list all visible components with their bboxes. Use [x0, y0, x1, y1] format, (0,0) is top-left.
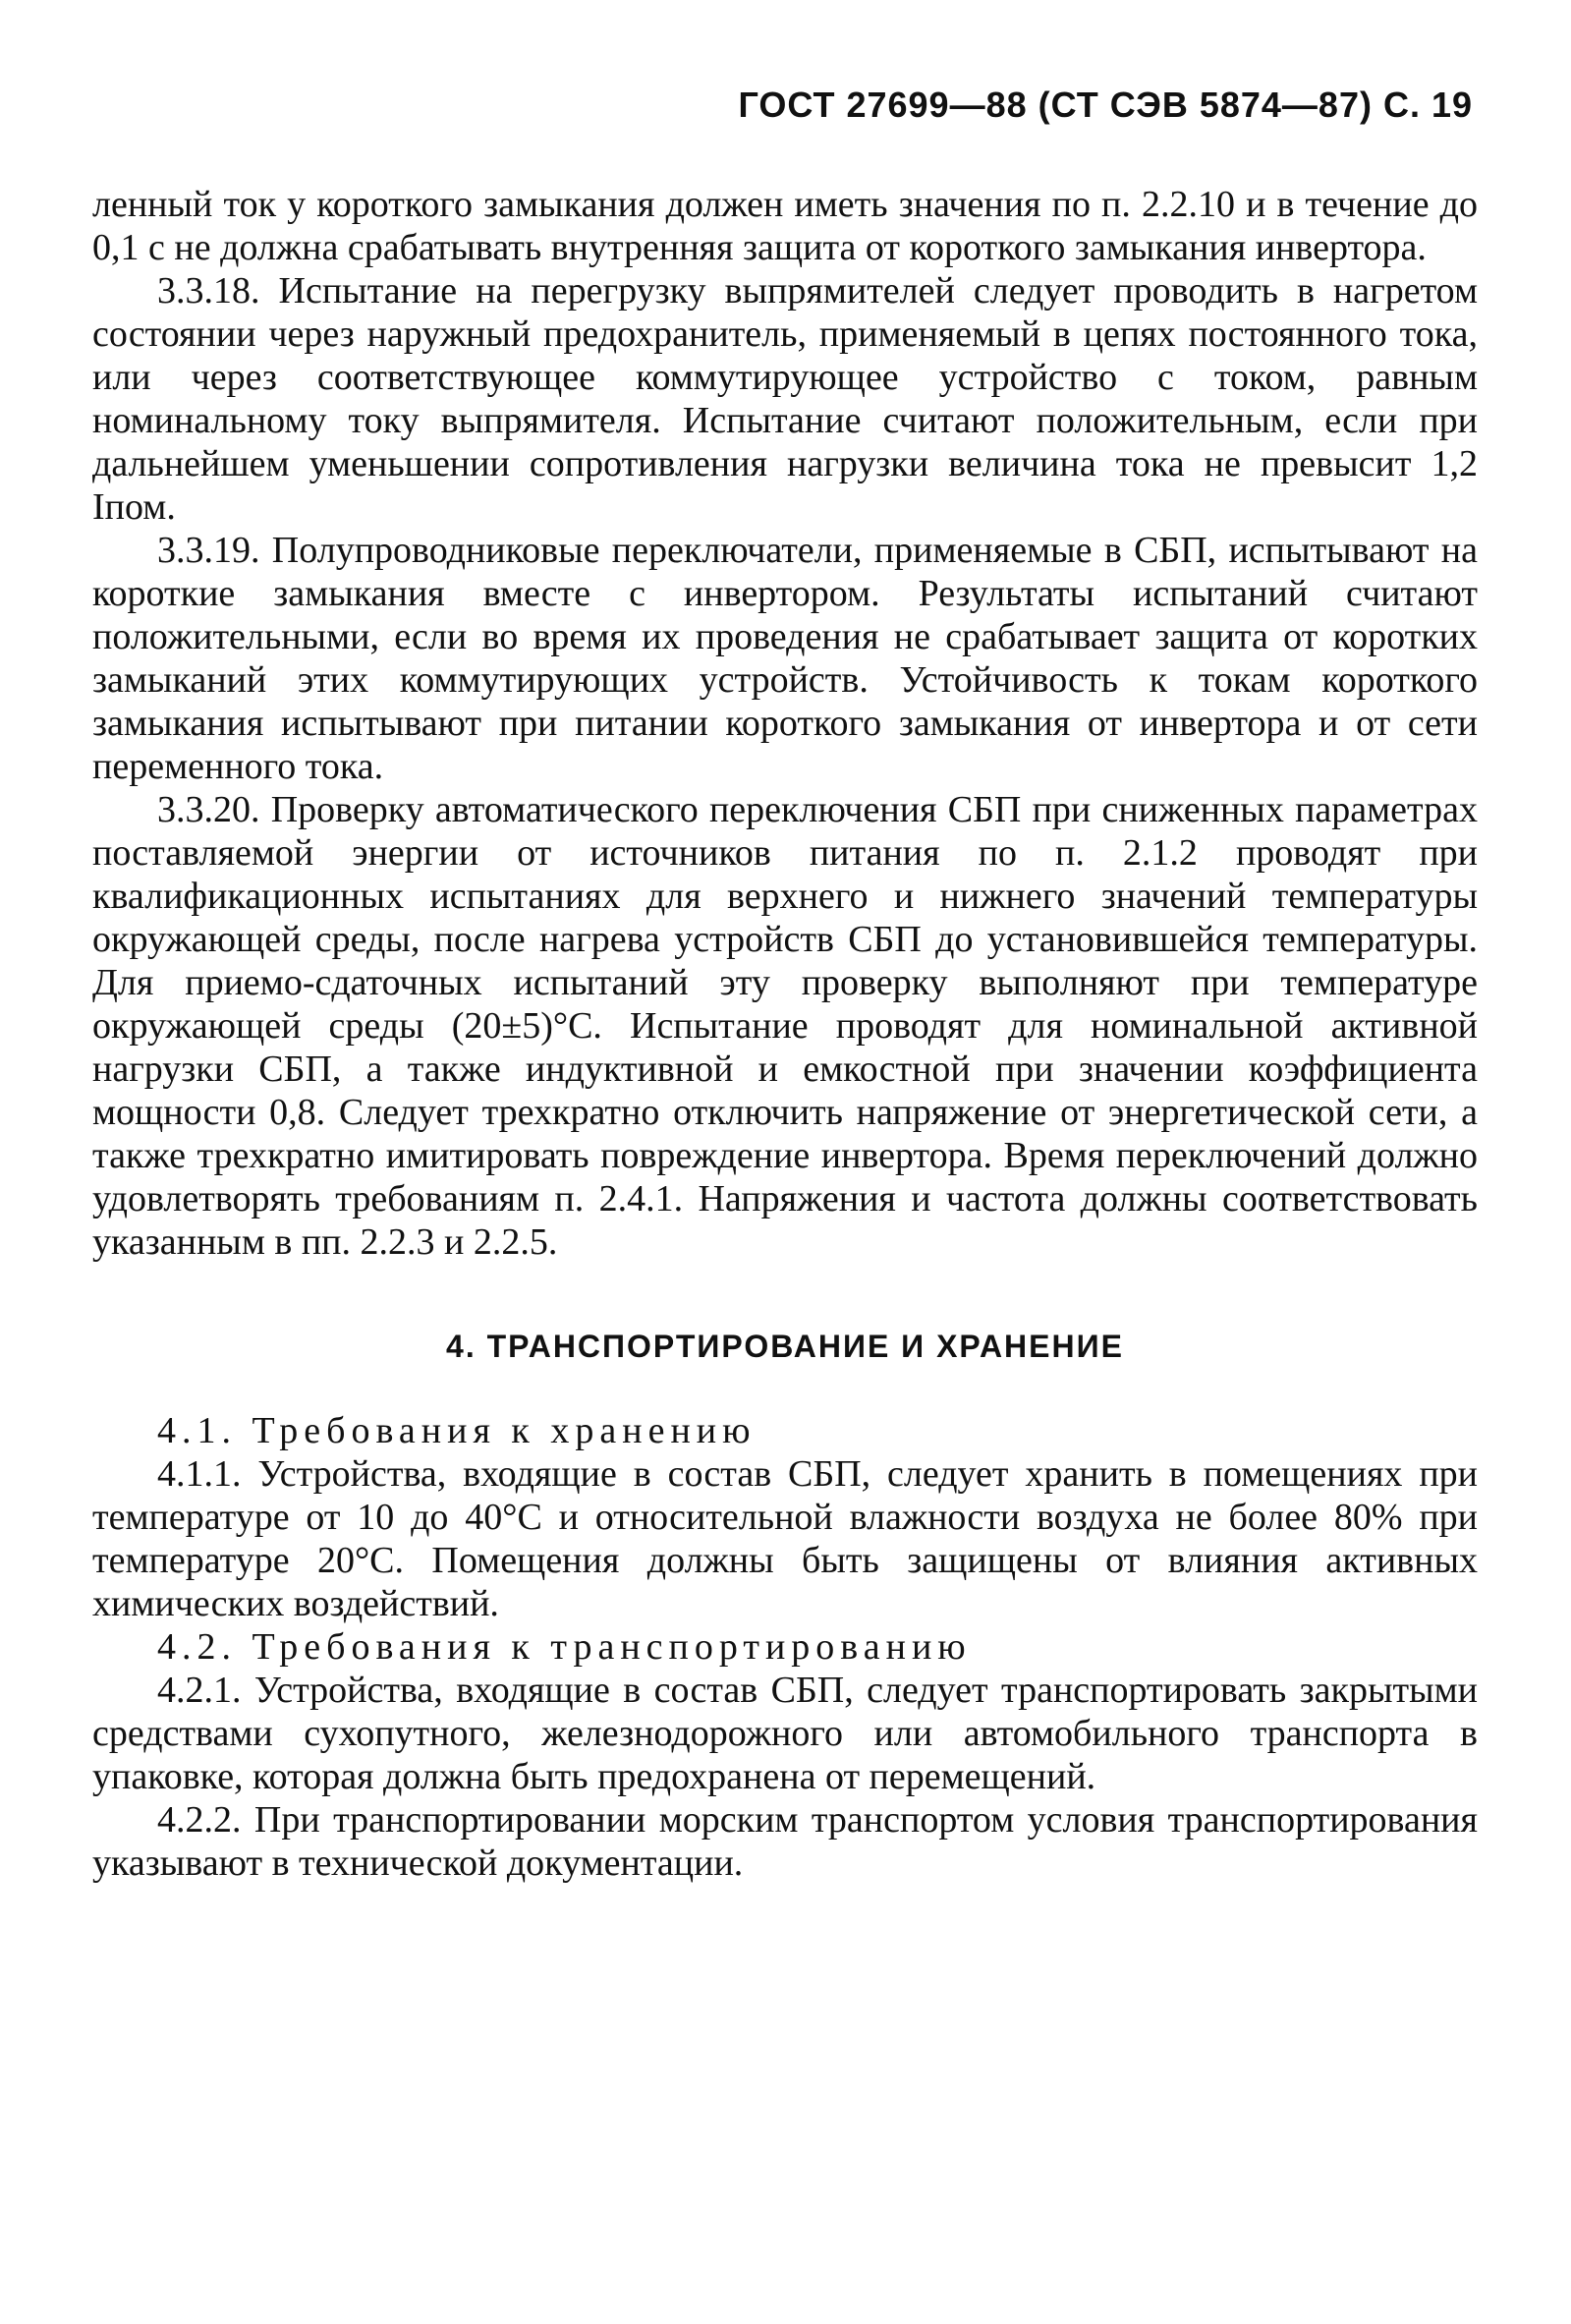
paragraph-4-1-1: 4.1.1. Устройства, входящие в состав СБП, следует хранить в помещениях при температуре от 10 до 40°С и относительной влажности воздуха не более 80% при температуре 20°С. Помещения должны быть защищены от влияния активных химических воздействий.	[92, 1453, 1478, 1624]
subheading-storage: 4.1. Требования к хранению	[157, 1410, 757, 1451]
page-header: ГОСТ 27699—88 (СТ СЭВ 5874—87) С. 19	[738, 85, 1473, 125]
subheading-transport: 4.2. Требования к транспортированию	[157, 1626, 972, 1668]
paragraph-3-3-18: 3.3.18. Испытание на перегрузку выпрямителей следует проводить в нагретом состоянии через наружный предохранитель, применяемый в цепях постоянного тока, или через соответствующее коммутирующее устройство с током, равным номинальному току выпрямителя. Испытание считают положительным, если при дальнейшем уменьшении сопротивления нагрузки величина тока не превысит 1,2 Iпом.	[92, 270, 1478, 528]
paragraph-4-2-2: 4.2.2. При транспортировании морским транспортом условия транспортирования указывают в технической документации.	[92, 1799, 1478, 1884]
paragraph-3-3-19: 3.3.19. Полупроводниковые переключатели, применяемые в СБП, испытывают на короткие замыкания вместе с инвертором. Результаты испытаний считают положительными, если во время их проведения не срабатывает защита от коротких замыканий этих коммутирующих устройств. Устойчивость к токам короткого замыкания испытывают при питании короткого замыкания от инвертора и от сети переменного тока.	[92, 530, 1478, 787]
section-title: 4. ТРАНСПОРТИРОВАНИЕ И ХРАНЕНИЕ	[446, 1329, 1124, 1364]
paragraph-4-2-1: 4.2.1. Устройства, входящие в состав СБП, следует транспортировать закрытыми средствами сухопутного, железнодорожного или автомобильного транспорта в упаковке, которая должна быть предохранена от перемещений.	[92, 1670, 1478, 1797]
document-body	[92, 183, 1478, 1885]
paragraph-continuation: ленный ток у короткого замыкания должен иметь значения по п. 2.2.10 и в течение до 0,1 с не должна срабатывать внутренняя защита от короткого замыкания инвертора.	[92, 184, 1478, 268]
paragraph-3-3-20: 3.3.20. Проверку автоматического переключения СБП при сниженных параметрах поставляемой энергии от источников питания по п. 2.1.2 проводят при квалификационных испытаниях для верхнего и нижнего значений температуры окружающей среды, после нагрева устройств СБП до установившейся температуры. Для приемо-сдаточных испытаний эту проверку выполняют при температуре окружающей среды (20±5)°С. Испытание проводят для номинальной активной нагрузки СБП, а также индуктивной и емкостной при значении коэффициента мощности 0,8. Следует трехкратно отключить напряжение от энергетической сети, а также трехкратно имитировать повреждение инвертора. Время переключений должно удовлетворять требованиям п. 2.4.1. Напряжения и частота должны соответствовать указанным в пп. 2.2.3 и 2.2.5.	[92, 789, 1478, 1263]
